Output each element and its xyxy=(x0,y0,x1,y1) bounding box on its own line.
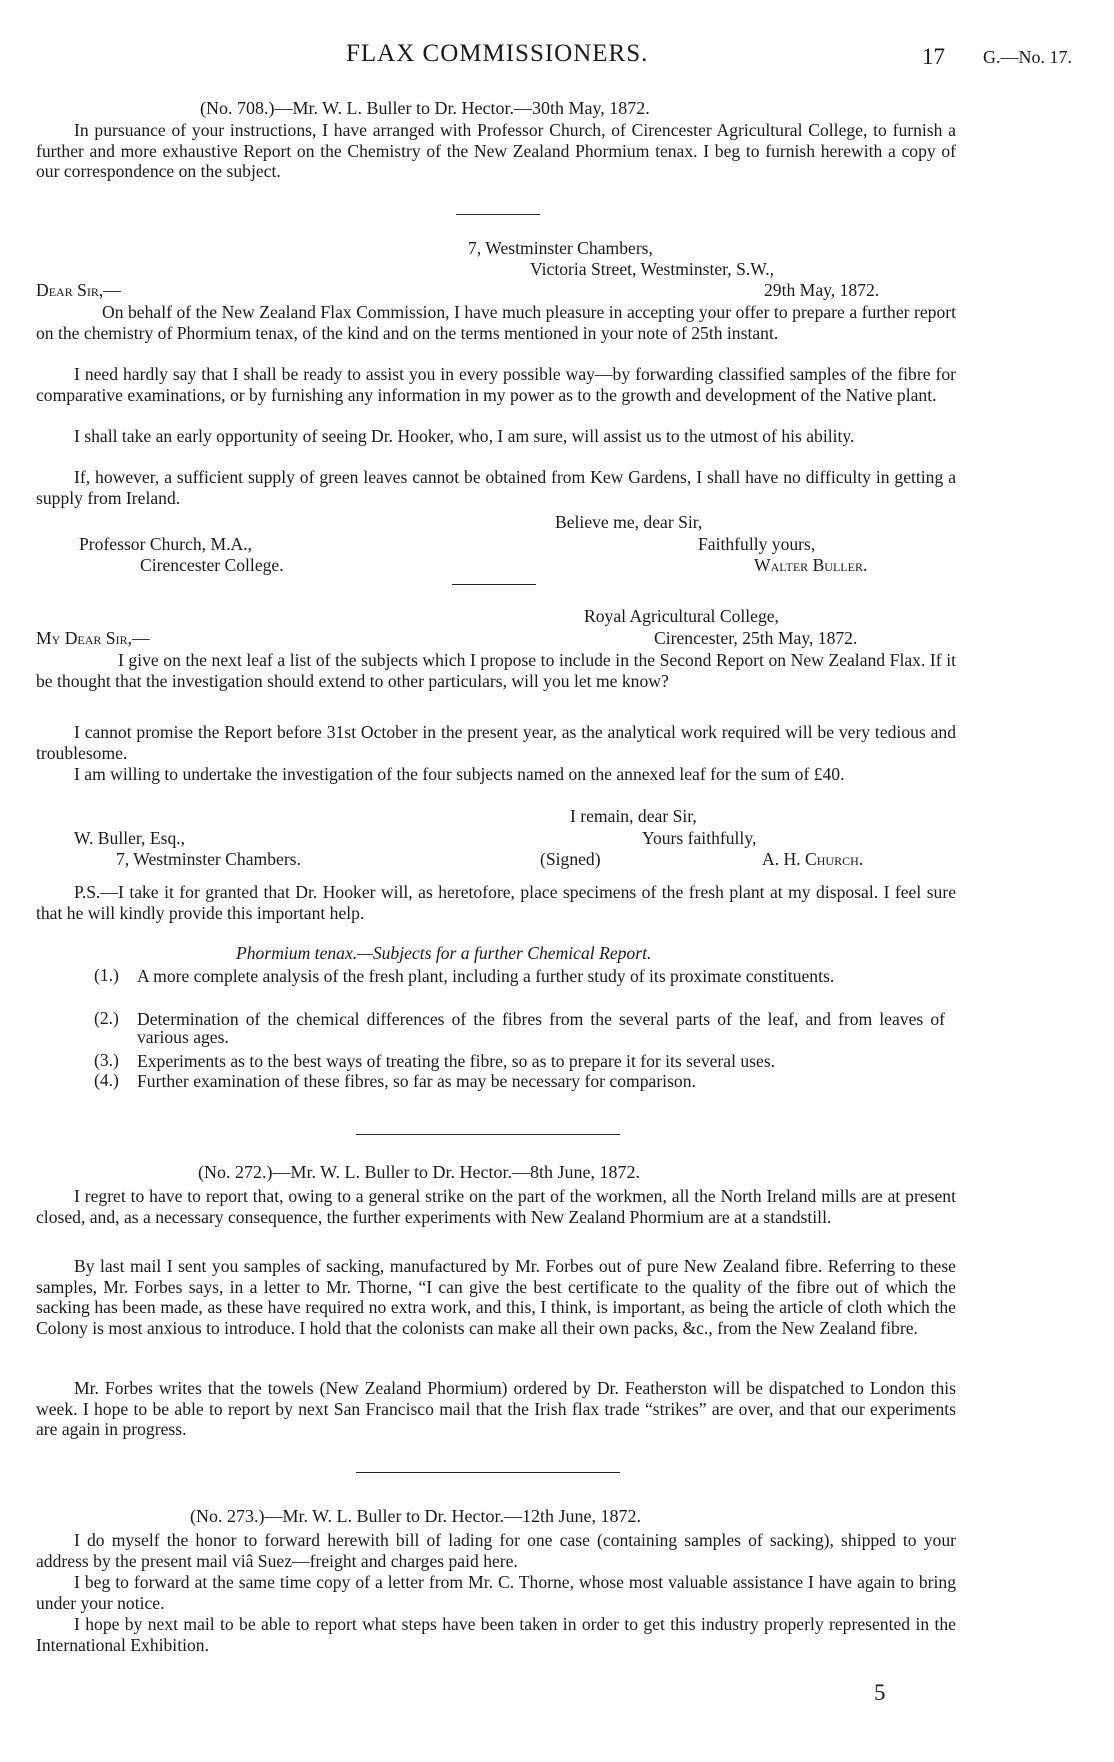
letter-272-paragraph: Mr. Forbes writes that the towels (New Zealand Phormium) ordered by Dr. Featherston will be dispatched to London this week. I hope to be able to report by next San Francisco mail that the Irish flax trade “strikes” are over, and that our experiments are again in progress. xyxy=(36,1378,956,1440)
subject-number: (4.) xyxy=(94,1070,119,1090)
enc1-closing2: Faithfully yours, xyxy=(698,534,816,554)
running-title: FLAX COMMISSIONERS. xyxy=(346,40,649,67)
subject-item: A more complete analysis of the fresh plant, including a further study of its proximate constituents. xyxy=(137,966,835,986)
section-divider xyxy=(356,1134,620,1135)
enc2-addressee2: 7, Westminster Chambers. xyxy=(116,849,301,869)
enc1-paragraph: I need hardly say that I shall be ready to assist you in every possible way—by forwarding classified samples of the fibre for comparative examinations, or by furnishing any information in my power as to the growth and development of the Native plant. xyxy=(36,364,956,405)
letter-272-paragraph: By last mail I sent you samples of sacking, manufactured by Mr. Forbes out of pure New Zealand fibre. Referring to these samples, Mr. Forbes says, in a letter to Mr. Thorne, “I can give the best certificate to the quality of the fibre out of which the sacking has been made, as these have required no extra work, and this, I think, is important, as being the article of cloth which the Colony is most anxious to introduce. I hold that the colonists can make all their own packs, &c., from the New Zealand fibre. xyxy=(36,1256,956,1338)
section-divider xyxy=(356,1472,620,1473)
enc1-paragraph: If, however, a sufficient supply of green leaves cannot be obtained from Kew Gardens, I shall have no difficulty in getting a supply from Ireland. xyxy=(36,467,956,508)
enc1-closing1: Believe me, dear Sir, xyxy=(555,512,703,532)
letter-273-paragraph: I beg to forward at the same time copy of a letter from Mr. C. Thorne, whose most valuable assistance I have again to bring under your notice. xyxy=(36,1572,956,1613)
page-number: 17 xyxy=(922,44,945,69)
letter-273-paragraph: I hope by next mail to be able to report what steps have been taken in order to get this industry properly represented in the International Exhibition. xyxy=(36,1614,956,1655)
subject-number: (2.) xyxy=(94,1008,119,1028)
enc2-subjects-heading: Phormium tenax.—Subjects for a further Chemical Report. xyxy=(236,943,652,963)
enc2-closing1: I remain, dear Sir, xyxy=(570,806,697,826)
enc2-address-line2: Cirencester, 25th May, 1872. xyxy=(654,628,858,648)
enc1-addressee2: Cirencester College. xyxy=(140,555,284,575)
subject-number: (1.) xyxy=(94,965,119,985)
section-divider xyxy=(456,214,540,215)
letter-272-paragraph: I regret to have to report that, owing to a general strike on the part of the workmen, all the North Ireland mills are at present closed, and, as a necessary consequence, the further experiments with New Zealand Phormium are at a standstill. xyxy=(36,1186,956,1227)
enc2-signed-mark: (Signed) xyxy=(540,849,601,869)
sheet-number: 5 xyxy=(874,1680,886,1705)
enc2-postscript: P.S.—I take it for granted that Dr. Hooker will, as heretofore, place specimens of the fresh plant at my disposal. I feel sure that he will kindly provide this important help. xyxy=(36,882,956,923)
enc1-paragraph: I shall take an early opportunity of seeing Dr. Hooker, who, I am sure, will assist us to the utmost of his ability. xyxy=(74,426,855,446)
subject-item: Determination of the chemical differences of the fibres from the several parts of the leaf, and from leaves of various ages. xyxy=(137,1009,945,1047)
enc1-address-line1: 7, Westminster Chambers, xyxy=(468,238,653,258)
letter-708-body: In pursuance of your instructions, I have arranged with Professor Church, of Cirencester Agricultural College, to furnish a further and more exhaustive Report on the Chemistry of the New Zealand Phormium tenax. I beg to furnish herewith a copy of our correspondence on the subject. xyxy=(36,120,956,182)
enc2-address-line1: Royal Agricultural College, xyxy=(584,606,779,626)
letter-708-heading: (No. 708.)—Mr. W. L. Buller to Dr. Hector.—30th May, 1872. xyxy=(200,98,650,118)
letter-272-heading: (No. 272.)—Mr. W. L. Buller to Dr. Hector.—8th June, 1872. xyxy=(198,1162,640,1182)
enc2-paragraph: I am willing to undertake the investigation of the four subjects named on the annexed leaf for the sum of £40. xyxy=(74,764,845,784)
enc2-signature: A. H. Church. xyxy=(762,849,864,869)
enc1-salutation: Dear Sir,— xyxy=(36,280,121,300)
enc2-addressee1: W. Buller, Esq., xyxy=(74,828,186,848)
letter-273-heading: (No. 273.)—Mr. W. L. Buller to Dr. Hector.—12th June, 1872. xyxy=(190,1506,641,1526)
enc2-paragraph: I cannot promise the Report before 31st October in the present year, as the analytical work required will be very tedious and troublesome. xyxy=(36,722,956,763)
enc2-closing2: Yours faithfully, xyxy=(642,828,757,848)
section-divider xyxy=(452,584,536,585)
subject-item: Experiments as to the best ways of treating the fibre, so as to prepare it for its several uses. xyxy=(137,1051,776,1071)
enc1-addressee1: Professor Church, M.A., xyxy=(79,534,252,554)
paper-reference: G.—No. 17. xyxy=(983,47,1072,67)
letter-273-paragraph: I do myself the honor to forward herewith bill of lading for one case (containing samples of sacking), shipped to your address by the present mail viâ Suez—freight and charges paid here. xyxy=(36,1530,956,1571)
enc1-address-line2: Victoria Street, Westminster, S.W., xyxy=(530,259,775,279)
enc2-paragraph: I give on the next leaf a list of the subjects which I propose to include in the Second Report on New Zealand Flax. If it be thought that the investigation should extend to other particulars, will you let me know? xyxy=(36,650,956,691)
enc2-salutation: My Dear Sir,— xyxy=(36,628,150,648)
subject-number: (3.) xyxy=(94,1050,119,1070)
enc1-signature: Walter Buller. xyxy=(754,555,868,575)
enc1-date: 29th May, 1872. xyxy=(764,280,880,300)
subject-item: Further examination of these fibres, so far as may be necessary for comparison. xyxy=(137,1071,696,1091)
enc1-paragraph: On behalf of the New Zealand Flax Commission, I have much pleasure in accepting your offer to prepare a further report on the chemistry of Phormium tenax, of the kind and on the terms mentioned in your note of 25th instant. xyxy=(36,302,956,343)
